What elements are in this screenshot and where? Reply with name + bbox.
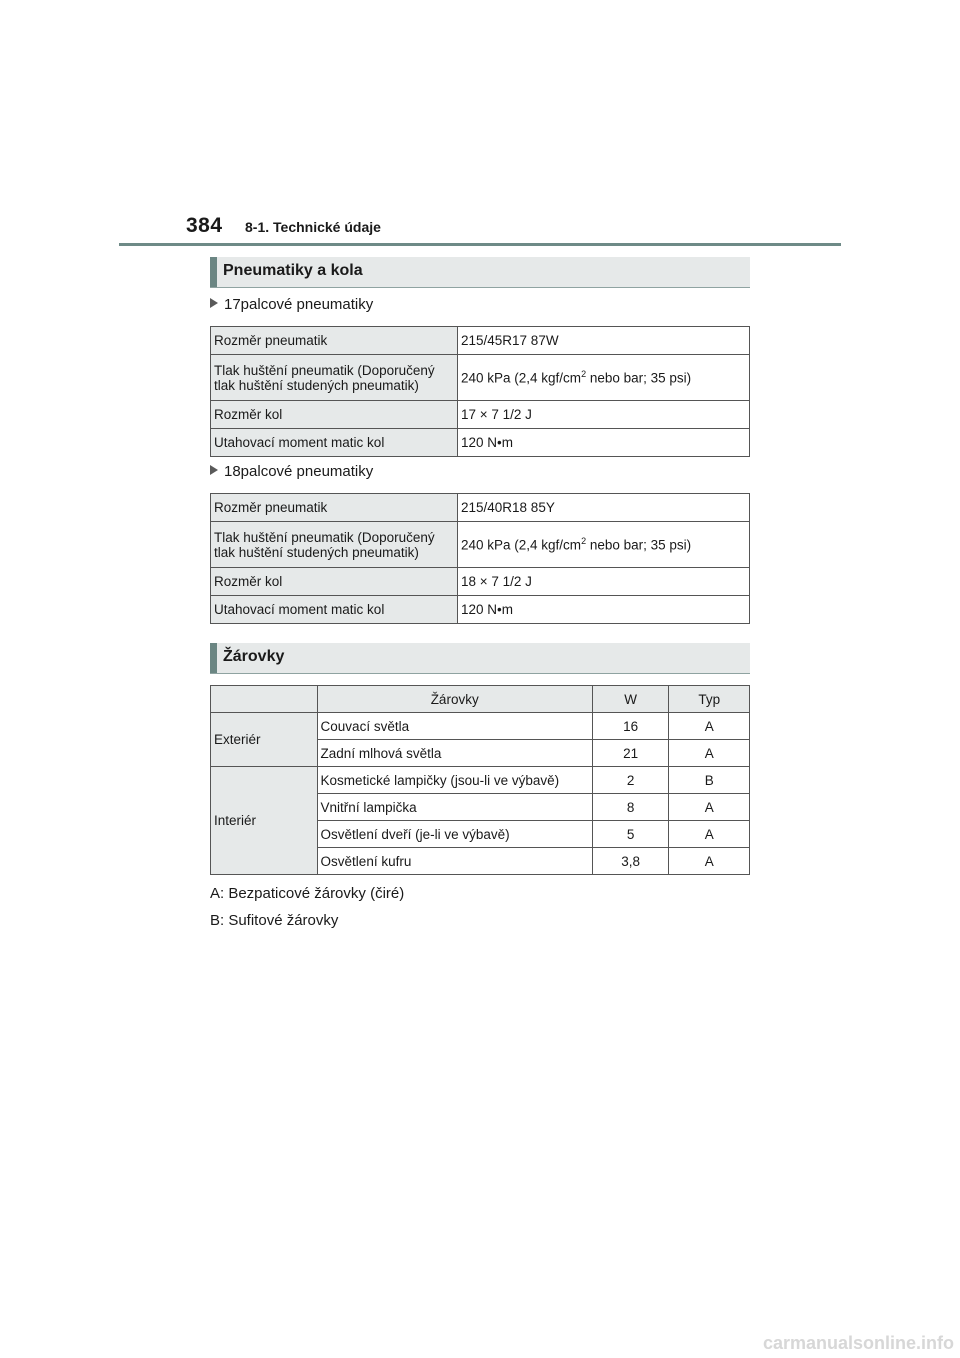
section-heading-label: Žárovky xyxy=(223,648,285,665)
cell-w: 16 xyxy=(592,713,669,740)
cell-w: 8 xyxy=(592,794,669,821)
table-row xyxy=(211,429,750,457)
value-sup: 2 xyxy=(581,536,587,547)
cell-w: 2 xyxy=(592,767,669,794)
cell-value xyxy=(458,522,750,568)
cell-w: 5 xyxy=(592,821,669,848)
cell-value: 18 × 7 1/2 J xyxy=(458,568,750,596)
header-cell-w: W xyxy=(592,686,669,713)
subheading-17inch xyxy=(210,296,373,313)
cell-type: A xyxy=(669,821,750,848)
table-bulbs xyxy=(210,685,750,875)
cell-bulb: Couvací světla xyxy=(317,713,592,740)
cell-bulb: Vnitřní lampička xyxy=(317,794,592,821)
table-17inch-tires xyxy=(210,326,750,457)
subheading-18inch xyxy=(210,463,373,480)
value-post: nebo bar; 35 psi) xyxy=(586,370,692,386)
watermark: carmanualsonline.info xyxy=(762,1333,954,1353)
header-cell-type: Typ xyxy=(669,686,750,713)
cell-type: A xyxy=(669,848,750,875)
page-number: 384 xyxy=(186,214,223,237)
cell-key-line2: tlak huštění studených pneumatik) xyxy=(214,544,419,560)
group-cell-interior: Interiér xyxy=(211,767,318,875)
cell-w: 3,8 xyxy=(592,848,669,875)
section-heading-bar xyxy=(210,643,217,673)
header-cell-empty xyxy=(211,686,318,713)
table-row xyxy=(211,568,750,596)
cell-type: A xyxy=(669,740,750,767)
cell-value xyxy=(458,355,750,401)
cell-key: Rozměr pneumatik xyxy=(211,327,458,355)
cell-bulb: Osvětlení dveří (je-li ve výbavě) xyxy=(317,821,592,848)
table-row xyxy=(211,494,750,522)
cell-value: 215/45R17 87W xyxy=(458,327,750,355)
cell-key xyxy=(211,522,458,568)
cell-bulb: Osvětlení kufru xyxy=(317,848,592,875)
table-row xyxy=(211,596,750,624)
cell-bulb: Kosmetické lampičky (jsou-li ve výbavě) xyxy=(317,767,592,794)
subheading-label: 17palcové pneumatiky xyxy=(224,296,374,313)
cell-type: A xyxy=(669,713,750,740)
chapter-title: 8-1. Technické údaje xyxy=(245,219,381,235)
cell-key-line2: tlak huštění studených pneumatik) xyxy=(214,377,419,393)
cell-key: Rozměr kol xyxy=(211,401,458,429)
cell-key: Utahovací moment matic kol xyxy=(211,596,458,624)
value-pre: 240 kPa (2,4 kgf/cm xyxy=(461,370,582,386)
cell-type: B xyxy=(669,767,750,794)
note-a: A: Bezpaticové žárovky (čiré) xyxy=(210,885,405,902)
value-pre: 240 kPa (2,4 kgf/cm xyxy=(461,537,582,553)
cell-bulb: Zadní mlhová světla xyxy=(317,740,592,767)
header-cell-bulbs: Žárovky xyxy=(317,686,592,713)
cell-value: 120 N•m xyxy=(458,429,750,457)
header-rule xyxy=(119,243,841,246)
group-cell-exterior: Exteriér xyxy=(211,713,318,767)
table-row xyxy=(211,522,750,568)
cell-key-line1: Tlak huštění pneumatik (Doporučený xyxy=(214,362,435,378)
cell-key xyxy=(211,355,458,401)
triangle-arrow-icon xyxy=(210,298,218,308)
section-heading-tires xyxy=(210,257,750,288)
section-heading-bar xyxy=(210,257,217,287)
table-row xyxy=(211,327,750,355)
section-heading-label: Pneumatiky a kola xyxy=(223,262,363,279)
cell-key-line1: Tlak huštění pneumatik (Doporučený xyxy=(214,529,435,545)
cell-w: 21 xyxy=(592,740,669,767)
table-row xyxy=(211,401,750,429)
triangle-arrow-icon xyxy=(210,465,218,475)
table-header-row xyxy=(211,686,750,713)
cell-type: A xyxy=(669,794,750,821)
value-post: nebo bar; 35 psi) xyxy=(586,537,692,553)
value-sup: 2 xyxy=(581,369,587,380)
table-18inch-tires xyxy=(210,493,750,624)
cell-value: 215/40R18 85Y xyxy=(458,494,750,522)
cell-value: 17 × 7 1/2 J xyxy=(458,401,750,429)
cell-key: Utahovací moment matic kol xyxy=(211,429,458,457)
cell-key: Rozměr pneumatik xyxy=(211,494,458,522)
cell-value: 120 N•m xyxy=(458,596,750,624)
section-heading-bulbs xyxy=(210,643,750,674)
note-b: B: Sufitové žárovky xyxy=(210,912,339,929)
cell-key: Rozměr kol xyxy=(211,568,458,596)
table-row xyxy=(211,767,750,794)
table-row xyxy=(211,713,750,740)
subheading-label: 18palcové pneumatiky xyxy=(224,463,374,480)
table-row xyxy=(211,355,750,401)
